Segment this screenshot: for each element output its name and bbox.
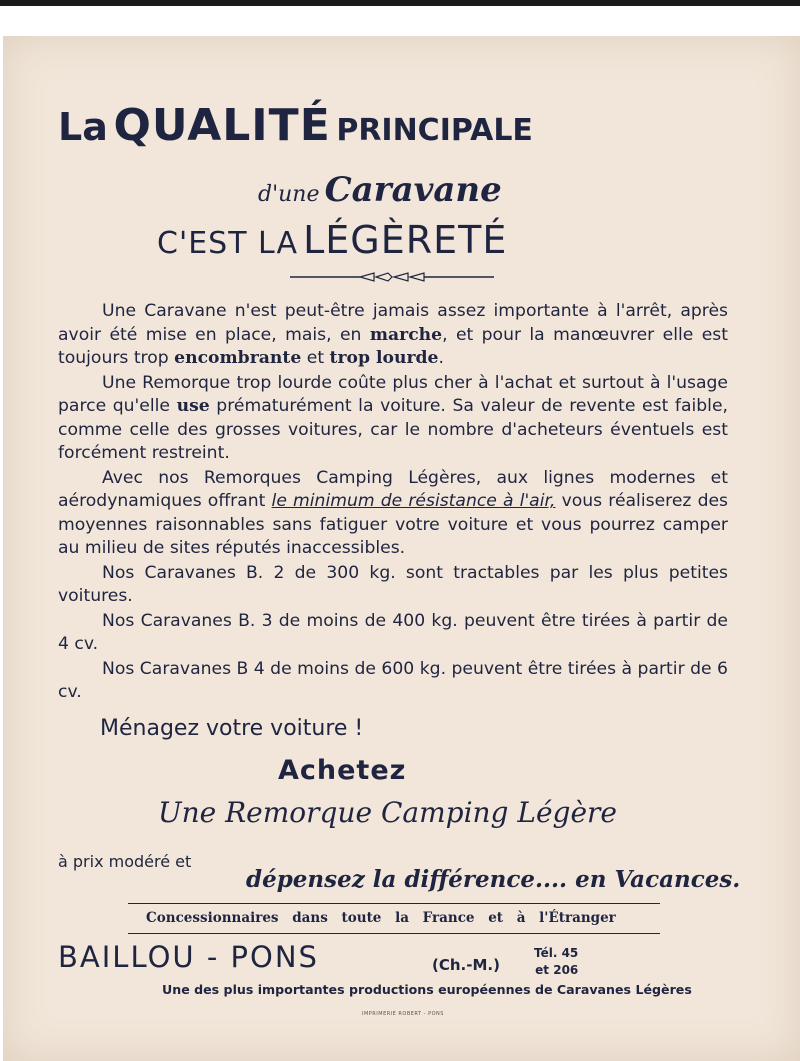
scan-top-edge bbox=[0, 0, 800, 6]
headline-principale: PRINCIPALE bbox=[336, 113, 533, 148]
paragraph-3-text-a: Avec nos Remorques Camping Légères, aux lignes modernes et aérodynamiques offrant bbox=[58, 467, 728, 511]
paragraph-1 bbox=[58, 300, 728, 371]
ornament-divider-icon bbox=[290, 271, 494, 283]
paragraph-1-bold-marche: marche bbox=[369, 324, 443, 345]
company-department: (Ch.-M.) bbox=[432, 956, 500, 974]
slogan-remorque: Une Remorque Camping Légère bbox=[158, 796, 617, 829]
paragraph-4: Nos Caravanes B. 2 de 300 kg. sont tractables par les plus petites voitures. bbox=[58, 562, 728, 606]
body-text bbox=[58, 300, 728, 706]
paragraph-1-bold-encombrante: encombrante bbox=[174, 348, 302, 368]
paragraph-3-underlined: le minimum de résistance à l'air, bbox=[271, 491, 556, 511]
headline-legerete: LÉGÈRETÉ bbox=[303, 218, 508, 262]
paragraph-1-text-a: Une Caravane n'est peut-être jamais assez importante à l'arrêt, après avoir été mise en place, mais, en bbox=[58, 301, 728, 345]
concessionnaires-line: Concessionnaires dans toute la France et à l'Étranger bbox=[146, 910, 616, 926]
paragraph-1-text-d: . bbox=[438, 348, 444, 368]
paragraph-1-text-b: , et pour la manœuvrer elle est toujours trop bbox=[58, 324, 728, 368]
headline-line-2 bbox=[258, 170, 502, 210]
slogan-prix: à prix modéré et bbox=[58, 852, 192, 871]
telephone-line-2: et 206 bbox=[535, 963, 579, 977]
paragraph-2-text-b: prématurément la voiture. Sa valeur de revente est faible, comme celle des grosses voitures, car le nombre d'acheteurs éventuels est forcément restreint. bbox=[58, 396, 728, 463]
slogan-depensez: dépensez la différence.... en Vacances. bbox=[246, 866, 741, 893]
paragraph-1-text-c: et bbox=[301, 348, 330, 368]
paragraph-6: Nos Caravanes B 4 de moins de 600 kg. peuvent être tirées à partir de 6 cv. bbox=[58, 658, 728, 702]
footer-rule-top bbox=[128, 903, 660, 904]
slogan-achetez: Achetez bbox=[278, 755, 407, 786]
paragraph-2-bold-use: use bbox=[176, 396, 210, 416]
paragraph-3-text-b: vous réaliserez des moyennes raisonnables sans fatiguer votre voiture et vous pourrez camper au milieu de sites réputés inaccessibles. bbox=[58, 491, 729, 558]
headline-line-3 bbox=[157, 218, 507, 262]
paragraph-5: Nos Caravanes B. 3 de moins de 400 kg. peuvent être tirées à partir de 4 cv. bbox=[58, 610, 728, 654]
printer-credit: IMPRIMERIE ROBERT - PONS bbox=[362, 1011, 444, 1017]
company-tagline: Une des plus importantes productions européennes de Caravanes Légères bbox=[162, 982, 692, 997]
headline-qualite: QUALITÉ bbox=[113, 100, 331, 151]
slogan-menagez: Ménagez votre voiture ! bbox=[100, 716, 364, 741]
headline-line-1 bbox=[58, 100, 533, 151]
headline-cest-la: C'EST LA bbox=[157, 226, 298, 261]
telephone-line-1: Tél. 45 bbox=[534, 946, 579, 960]
paragraph-1-bold-trop-lourde: trop lourde bbox=[329, 348, 439, 368]
paragraph-2 bbox=[58, 372, 728, 466]
headline-caravane: Caravane bbox=[324, 170, 502, 210]
headline-dune: d'une bbox=[258, 182, 320, 207]
footer-rule-bottom bbox=[128, 933, 660, 934]
company-telephone bbox=[534, 945, 578, 979]
paragraph-3 bbox=[58, 467, 728, 561]
headline-la: La bbox=[58, 105, 108, 149]
paragraph-2-text-a: Une Remorque trop lourde coûte plus cher à l'achat et surtout à l'usage parce qu'elle bbox=[58, 372, 728, 416]
company-name: BAILLOU - PONS bbox=[58, 940, 319, 974]
